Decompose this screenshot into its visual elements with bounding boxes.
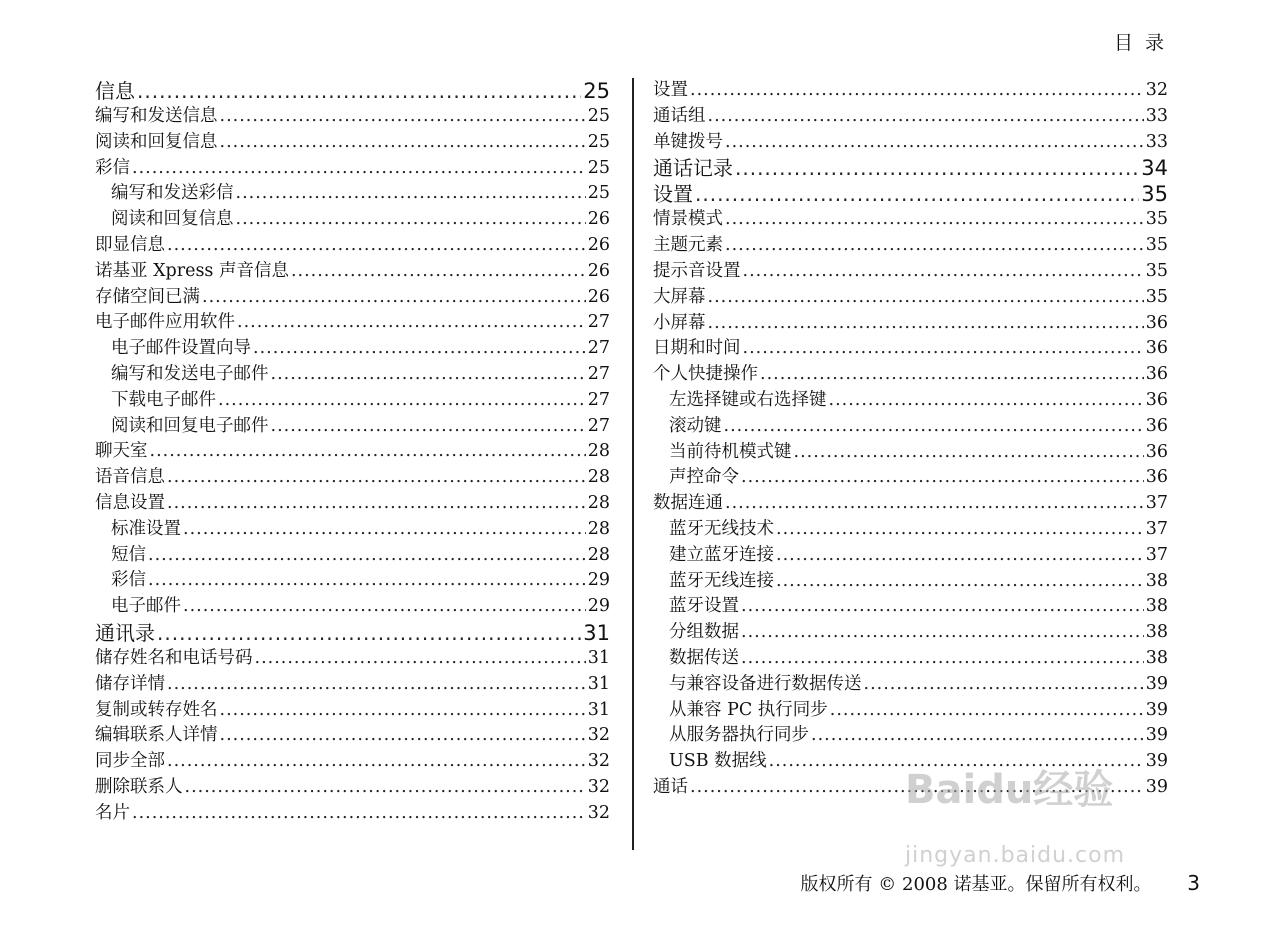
toc-entry-page: 33	[1145, 105, 1168, 126]
toc-entry-title: 复制或转存姓名	[95, 699, 218, 720]
toc-entry-page: 26	[587, 260, 610, 281]
toc-entry-page: 36	[1145, 441, 1168, 462]
toc-entry	[653, 491, 1168, 517]
toc-entry-title: 蓝牙无线技术	[669, 518, 774, 539]
toc-dot-leader	[695, 181, 1139, 207]
toc-dot-leader	[735, 155, 1139, 181]
toc-dot-leader	[743, 336, 1144, 362]
toc-entry-title: 电子邮件设置向导	[111, 338, 251, 359]
toc-dot-leader	[150, 439, 586, 465]
toc-entry-title: 电子邮件应用软件	[95, 312, 235, 333]
toc-entry	[653, 259, 1168, 285]
toc-entry-title: 编辑联系人详情	[95, 725, 218, 746]
toc-entry-title: 建立蓝牙连接	[669, 544, 774, 565]
toc-entry-title: 从服务器执行同步	[669, 725, 809, 746]
toc-entry	[653, 620, 1168, 646]
toc-dot-leader	[183, 517, 586, 543]
toc-entry	[653, 723, 1168, 749]
toc-dot-leader	[708, 104, 1144, 130]
toc-entry-page: 31	[587, 647, 610, 668]
watermark-url: jingyan.baidu.com	[905, 843, 1126, 868]
toc-entry-title: 从兼容 PC 执行同步	[669, 699, 828, 720]
toc-dot-leader	[237, 310, 586, 336]
toc-entry-page: 39	[1145, 725, 1168, 746]
toc-entry	[653, 388, 1168, 414]
toc-entry-title: 阅读和回复信息	[95, 131, 218, 152]
toc-entry-page: 36	[1145, 312, 1168, 333]
page-number: 3	[1187, 871, 1200, 895]
toc-entry-page: 39	[1145, 776, 1168, 797]
toc-entry	[95, 362, 610, 388]
toc-entry-title: 彩信	[111, 570, 146, 591]
toc-dot-leader	[255, 646, 586, 672]
toc-entry-page: 28	[587, 467, 610, 488]
toc-entry-page: 32	[587, 751, 610, 772]
toc-entry-title: 通讯录	[95, 620, 155, 645]
toc-chapter-entry	[95, 78, 610, 104]
toc-entry	[95, 130, 610, 156]
toc-entry	[653, 78, 1168, 104]
toc-entry-page: 38	[1145, 622, 1168, 643]
toc-entry-page: 26	[587, 234, 610, 255]
toc-dot-leader	[794, 440, 1144, 466]
toc-dot-leader	[167, 749, 586, 775]
toc-entry-page: 25	[587, 106, 610, 126]
toc-entry	[95, 698, 610, 724]
toc-entry-title: 信息	[95, 79, 135, 103]
toc-entry-page: 35	[1145, 286, 1168, 307]
toc-dot-leader	[741, 620, 1144, 646]
toc-entry-page: 27	[587, 389, 610, 410]
toc-dot-leader	[830, 698, 1144, 724]
toc-chapter-entry	[653, 181, 1168, 207]
toc-entry	[95, 104, 610, 130]
toc-entry	[95, 646, 610, 672]
toc-dot-leader	[776, 517, 1144, 543]
toc-entry-page: 35	[1141, 182, 1168, 207]
toc-entry-page: 32	[587, 725, 610, 746]
toc-entry-page: 39	[1145, 751, 1168, 772]
toc-entry-page: 36	[1145, 338, 1168, 359]
toc-dot-leader	[776, 569, 1144, 595]
toc-entry	[653, 311, 1168, 337]
toc-dot-leader	[271, 414, 586, 440]
toc-entry-page: 35	[1145, 235, 1168, 256]
toc-entry	[95, 723, 610, 749]
toc-entry-page: 28	[587, 492, 610, 513]
page-header-title: 目 录	[1113, 32, 1167, 54]
toc-entry	[95, 517, 610, 543]
toc-entry	[653, 465, 1168, 491]
toc-entry-page: 32	[587, 776, 610, 797]
toc-entry-page: 36	[1145, 415, 1168, 436]
toc-dot-leader	[725, 207, 1144, 233]
toc-entry	[95, 336, 610, 362]
toc-entry-title: 储存详情	[95, 673, 165, 694]
toc-entry-page: 39	[1145, 673, 1168, 694]
toc-entry-title: 标准设置	[111, 518, 181, 539]
toc-entry-page: 27	[587, 415, 610, 436]
toc-entry-title: 与兼容设备进行数据传送	[669, 673, 862, 694]
toc-dot-leader	[220, 130, 586, 156]
copyright-text: 版权所有 © 2008 诺基亚。保留所有权利。	[800, 874, 1152, 895]
toc-chapter-entry	[653, 155, 1168, 181]
toc-chapter-entry	[95, 620, 610, 646]
toc-dot-leader	[725, 130, 1144, 156]
toc-dot-leader	[185, 775, 586, 801]
toc-entry	[653, 646, 1168, 672]
toc-dot-leader	[253, 336, 586, 362]
toc-dot-leader	[291, 259, 586, 285]
toc-entry-page: 31	[587, 699, 610, 720]
toc-dot-leader	[157, 620, 581, 646]
toc-entry-page: 29	[587, 596, 610, 617]
toc-entry	[653, 414, 1168, 440]
toc-dot-leader	[236, 207, 586, 233]
toc-entry-title: 数据连通	[653, 493, 723, 514]
toc-entry-title: 编写和发送电子邮件	[111, 363, 269, 384]
toc-entry	[95, 594, 610, 620]
toc-entry	[95, 568, 610, 594]
toc-entry-title: 通话组	[653, 105, 706, 126]
toc-entry-title: 主题元素	[653, 235, 723, 256]
toc-entry-title: 左选择键或右选择键	[669, 389, 827, 410]
toc-entry-page: 25	[587, 131, 610, 152]
toc-entry-page: 37	[1145, 544, 1168, 565]
toc-entry-title: USB 数据线	[669, 751, 767, 772]
toc-entry-title: 小屏幕	[653, 312, 706, 333]
toc-dot-leader	[708, 311, 1144, 337]
toc-entry-page: 25	[587, 157, 610, 178]
toc-entry-page: 26	[587, 209, 610, 230]
toc-entry-page: 37	[1145, 518, 1168, 539]
toc-dot-leader	[220, 104, 586, 130]
toc-entry	[95, 439, 610, 465]
toc-dot-leader	[760, 362, 1144, 388]
toc-entry-page: 33	[1145, 131, 1168, 152]
toc-dot-leader	[236, 181, 586, 207]
toc-dot-leader	[743, 259, 1144, 285]
toc-entry-title: 阅读和回复电子邮件	[111, 415, 269, 436]
toc-entry	[95, 543, 610, 569]
toc-dot-leader	[741, 594, 1144, 620]
toc-entry-page: 27	[587, 363, 610, 384]
toc-entry-title: 名片	[95, 802, 130, 823]
column-divider	[632, 78, 634, 850]
toc-entry	[95, 775, 610, 801]
toc-entry-title: 情景模式	[653, 209, 723, 230]
toc-entry	[653, 336, 1168, 362]
toc-entry-title: 阅读和回复信息	[111, 209, 234, 230]
toc-dot-leader	[741, 646, 1144, 672]
toc-entry-title: 分组数据	[669, 622, 739, 643]
toc-entry-title: 个人快捷操作	[653, 364, 758, 385]
toc-dot-leader	[167, 233, 586, 259]
toc-entry-page: 27	[587, 312, 610, 333]
toc-dot-leader	[829, 388, 1144, 414]
toc-entry	[95, 156, 610, 182]
toc-entry	[95, 465, 610, 491]
toc-entry-page: 28	[587, 441, 610, 462]
toc-dot-leader	[137, 78, 581, 104]
toc-entry-title: 大屏幕	[653, 286, 706, 307]
toc-dot-leader	[202, 285, 586, 311]
toc-entry-page: 27	[587, 338, 610, 359]
toc-entry-page: 31	[583, 620, 610, 645]
toc-dot-leader	[148, 543, 586, 569]
toc-entry	[95, 181, 610, 207]
toc-entry	[95, 388, 610, 414]
toc-dot-leader	[183, 594, 586, 620]
toc-dot-leader	[741, 465, 1144, 491]
toc-entry-title: 短信	[111, 544, 146, 565]
toc-entry	[653, 207, 1168, 233]
toc-entry-title: 即显信息	[95, 234, 165, 255]
toc-entry-title: 电子邮件	[111, 596, 181, 617]
toc-dot-leader	[811, 723, 1144, 749]
toc-entry-page: 35	[1145, 209, 1168, 230]
baidu-watermark	[905, 767, 1126, 876]
toc-dot-leader	[708, 285, 1144, 311]
toc-entry	[653, 569, 1168, 595]
watermark-text: Baidu经验	[905, 767, 1114, 813]
toc-entry	[95, 233, 610, 259]
toc-entry-title: 当前待机模式键	[669, 441, 792, 462]
toc-entry-title: 聊天室	[95, 441, 148, 462]
toc-dot-leader	[148, 568, 586, 594]
toc-entry-title: 提示音设置	[653, 260, 741, 281]
toc-entry	[95, 801, 610, 827]
toc-dot-leader	[271, 362, 586, 388]
toc-entry-title: 信息设置	[95, 492, 165, 513]
toc-entry	[95, 259, 610, 285]
toc-entry-page: 32	[1145, 80, 1168, 100]
toc-entry-page: 28	[587, 544, 610, 565]
toc-entry-title: 数据传送	[669, 647, 739, 668]
toc-entry-page: 38	[1145, 647, 1168, 668]
toc-entry	[653, 594, 1168, 620]
toc-entry	[95, 207, 610, 233]
toc-entry-page: 29	[587, 570, 610, 591]
toc-entry	[95, 672, 610, 698]
toc-entry-page: 25	[583, 79, 610, 103]
toc-right-column	[653, 78, 1168, 801]
toc-entry-page: 38	[1145, 570, 1168, 591]
toc-entry	[95, 310, 610, 336]
toc-dot-leader	[218, 388, 586, 414]
toc-entry-page: 39	[1145, 699, 1168, 720]
toc-entry-title: 储存姓名和电话号码	[95, 647, 253, 668]
toc-entry-title: 声控命令	[669, 467, 739, 488]
toc-entry-title: 同步全部	[95, 751, 165, 772]
toc-entry	[95, 749, 610, 775]
toc-entry-page: 34	[1141, 156, 1168, 181]
toc-entry-title: 蓝牙设置	[669, 596, 739, 617]
toc-entry-title: 通话记录	[653, 156, 733, 181]
toc-entry	[95, 414, 610, 440]
toc-dot-leader	[132, 801, 586, 827]
toc-entry-page: 26	[587, 286, 610, 307]
toc-entry-title: 彩信	[95, 157, 130, 178]
toc-entry-title: 诺基亚 Xpress 声音信息	[95, 260, 289, 281]
toc-entry	[653, 362, 1168, 388]
toc-entry-title: 单键拨号	[653, 131, 723, 152]
toc-entry	[653, 130, 1168, 156]
toc-entry	[653, 440, 1168, 466]
toc-entry-page: 32	[587, 802, 610, 823]
toc-entry-page: 36	[1145, 467, 1168, 488]
toc-entry-page: 31	[587, 673, 610, 694]
toc-dot-leader	[167, 465, 586, 491]
toc-dot-leader	[725, 233, 1144, 259]
toc-entry	[653, 698, 1168, 724]
toc-entry-page: 35	[1145, 260, 1168, 281]
toc-entry-page: 25	[587, 183, 610, 204]
toc-entry-title: 删除联系人	[95, 776, 183, 797]
toc-entry-title: 编写和发送信息	[95, 106, 218, 126]
toc-entry-title: 设置	[653, 182, 693, 207]
toc-entry-title: 存储空间已满	[95, 286, 200, 307]
toc-dot-leader	[864, 672, 1144, 698]
toc-dot-leader	[132, 156, 586, 182]
toc-left-column	[95, 78, 610, 827]
toc-entry-title: 编写和发送彩信	[111, 183, 234, 204]
toc-dot-leader	[776, 543, 1144, 569]
toc-entry-title: 蓝牙无线连接	[669, 570, 774, 591]
toc-entry	[653, 233, 1168, 259]
toc-entry-title: 滚动键	[669, 415, 722, 436]
toc-entry	[653, 543, 1168, 569]
toc-dot-leader	[220, 723, 586, 749]
toc-dot-leader	[690, 78, 1144, 104]
toc-entry	[653, 104, 1168, 130]
toc-entry-page: 38	[1145, 596, 1168, 617]
toc-entry-page: 36	[1145, 389, 1168, 410]
toc-dot-leader	[167, 491, 586, 517]
toc-entry-title: 日期和时间	[653, 338, 741, 359]
toc-dot-leader	[167, 672, 586, 698]
toc-entry	[95, 285, 610, 311]
toc-dot-leader	[724, 414, 1144, 440]
toc-entry	[653, 672, 1168, 698]
toc-dot-leader	[725, 491, 1144, 517]
toc-entry	[653, 517, 1168, 543]
toc-entry-page: 28	[587, 518, 610, 539]
toc-entry-page: 36	[1145, 364, 1168, 385]
toc-entry	[653, 285, 1168, 311]
toc-dot-leader	[220, 698, 586, 724]
toc-entry-title: 下载电子邮件	[111, 389, 216, 410]
toc-entry-title: 设置	[653, 80, 688, 100]
toc-entry-page: 37	[1145, 493, 1168, 514]
toc-entry-title: 通话	[653, 776, 688, 797]
toc-entry-title: 语音信息	[95, 467, 165, 488]
toc-entry	[95, 491, 610, 517]
